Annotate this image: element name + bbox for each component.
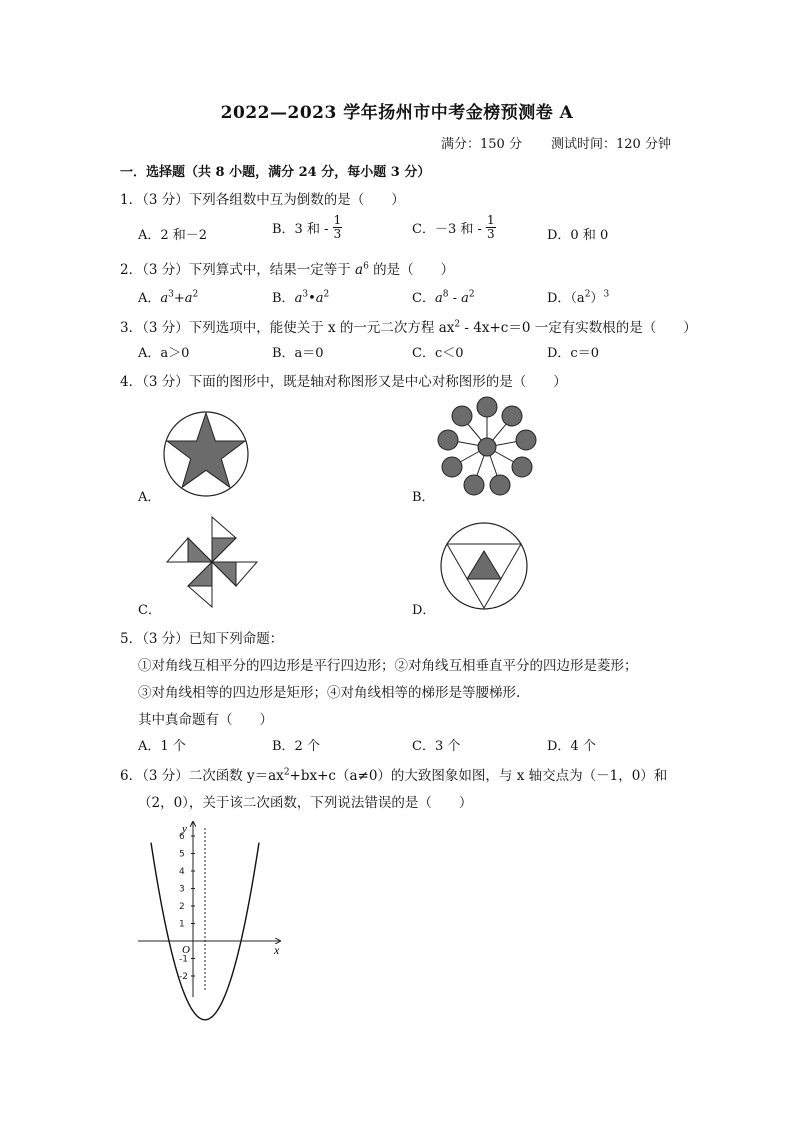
pinwheel-shade	[212, 538, 236, 562]
q5-option-b: B．2 个	[272, 739, 320, 754]
q2-a-exp2: 2	[192, 289, 199, 300]
q1-option-d: D．0 和 0	[547, 228, 609, 243]
y-tick-label: -1	[179, 954, 188, 965]
q2-c-exp2: 2	[468, 289, 475, 300]
page-title: 2022—2023 学年扬州市中考金榜预测卷 A	[220, 103, 574, 123]
section-heading: 一．选择题（共 8 小题，满分 24 分，每小题 3 分）	[120, 165, 431, 180]
q1-b-num: 1	[333, 213, 342, 227]
question-6-stem	[120, 764, 667, 784]
test-time: 测试时间：120 分钟	[551, 137, 671, 152]
q5-option-d: D．4 个	[547, 739, 596, 754]
q3-option-c: C．c＜0	[412, 346, 464, 361]
q2-a-exp1: 3	[168, 289, 174, 300]
q6-stem-exp: 2	[283, 767, 290, 778]
q5-statement-line-1: ①对角线互相平分的四边形是平行四边形；②对角线互相垂直平分的四边形是菱形；	[138, 658, 638, 674]
q2-a-mid: +a	[173, 291, 193, 306]
petal-circle	[490, 475, 510, 495]
q2-stem-suffix: 的是（ ）	[368, 262, 455, 278]
q6-stem-suffix: +bx+c（a≠0）的大致图象如图，与 x 轴交点为（－1，0）和	[289, 768, 668, 784]
origin-label: O	[182, 944, 190, 956]
q2-b-expr: a	[294, 291, 303, 306]
q1-b-fraction	[333, 214, 343, 241]
q2-d-mid: ）	[590, 291, 604, 306]
question-4-stem: 4．（3 分）下面的图形中，既是轴对称图形又是中心对称图形的是（ ）	[120, 374, 567, 390]
q5-option-c: C．3 个	[412, 739, 461, 754]
q6-stem-line-2: （2，0），关于该二次函数，下列说法错误的是（ ）	[138, 795, 473, 811]
q2-option-d	[547, 287, 609, 306]
figure-a-star-in-circle	[160, 410, 252, 498]
q6-stem-prefix: 6．（3 分）二次函数 y＝ax	[120, 768, 284, 784]
petal-circle	[477, 397, 497, 417]
y-tick-label: 1	[179, 919, 185, 930]
q3-stem-prefix: 3．（3 分）下列选项中，能使关于 x 的一元二次方程 ax	[120, 320, 455, 336]
question-1-stem: 1．（3 分）下列各组数中互为倒数的是（ ）	[120, 192, 405, 208]
q3-option-d: D．c＝0	[547, 346, 599, 361]
figure-c-pinwheel	[162, 512, 262, 610]
q2-b-mid: •a	[308, 291, 324, 306]
q3-option-a: A．a＞0	[138, 346, 190, 361]
q4-option-a: A．	[138, 490, 161, 505]
q1-c-fraction	[486, 214, 496, 241]
y-tick-label: -2	[179, 972, 188, 982]
petal-circle	[438, 430, 458, 450]
q4-option-d: D．	[412, 603, 436, 618]
y-axis-label: y	[182, 823, 187, 835]
petal-circle	[464, 475, 484, 495]
figure-b-flower	[436, 394, 540, 498]
figure-d-triangles-in-circle	[437, 520, 531, 612]
q5-option-a: A．1 个	[138, 739, 186, 754]
petal-circle	[516, 430, 536, 450]
q1-b-prefix: B．3 和 -	[272, 222, 329, 237]
q1-option-b	[272, 214, 342, 241]
q2-d-label: D．（a	[547, 291, 585, 306]
q5-statement-line-2: ③对角线相等的四边形是矩形；④对角线相等的梯形是等腰梯形.	[138, 685, 521, 701]
q2-option-c	[412, 287, 475, 306]
pinwheel-shade	[188, 562, 212, 586]
q2-b-exp2: 2	[323, 289, 330, 300]
q1-c-num: 1	[487, 213, 495, 227]
q2-d-exp1: 2	[584, 289, 591, 300]
petal-circle	[502, 406, 522, 426]
petal-circle	[442, 457, 462, 477]
q1-b-den: 3	[333, 227, 342, 241]
q1-option-c	[412, 214, 496, 241]
q2-c-label: C．	[412, 291, 435, 306]
parabola-graph	[130, 812, 290, 1002]
q2-option-a	[138, 287, 198, 306]
y-tick-label: 5	[179, 849, 185, 860]
y-tick-label: 4	[179, 867, 185, 877]
petal-circle	[512, 457, 532, 477]
q3-stem-exp: 2	[454, 319, 461, 330]
q2-stem-exp: 6	[363, 261, 369, 272]
q4-option-c: C．	[138, 603, 161, 618]
y-tick-label: 2	[179, 902, 185, 912]
pinwheel-shade	[188, 538, 212, 562]
q2-a-expr: a	[160, 291, 169, 306]
pinwheel-shade	[212, 562, 236, 586]
q4-option-b: B．	[412, 490, 435, 505]
q2-stem-prefix: 2．（3 分）下列算式中，结果一定等于	[120, 262, 356, 278]
question-5-stem: 5．（3 分）已知下列命题：	[120, 631, 284, 647]
x-axis-label: x	[274, 943, 280, 957]
q2-c-expr: a	[434, 291, 443, 306]
q3-stem-suffix: - 4x+c＝0 一定有实数根的是（ ）	[460, 320, 697, 336]
q2-c-mid: - a	[448, 291, 469, 306]
q2-a-label: A．	[138, 291, 161, 306]
q2-b-exp1: 3	[302, 289, 309, 300]
q1-option-a: A．2 和－2	[138, 228, 208, 243]
question-2-stem	[120, 258, 454, 278]
q1-c-den: 3	[487, 227, 495, 241]
y-tick-label: 3	[179, 884, 185, 895]
q5-statement-line-3: 其中真命题有（ ）	[138, 712, 273, 728]
petal-circle	[452, 406, 472, 426]
q2-stem-var: a	[355, 262, 364, 278]
q2-option-b	[272, 287, 329, 306]
q3-option-b: B．a＝0	[272, 346, 324, 361]
figure-a-star	[167, 413, 245, 487]
q1-c-prefix: C．－3 和 -	[412, 222, 482, 237]
q2-c-exp1: 8	[442, 289, 449, 300]
q2-d-exp2: 3	[603, 289, 610, 300]
question-3-stem	[120, 316, 697, 336]
y-tick-label: 6	[179, 832, 185, 842]
q2-b-label: B．	[272, 291, 295, 306]
full-score: 满分：150 分	[441, 137, 522, 152]
hub-circle	[478, 438, 496, 456]
